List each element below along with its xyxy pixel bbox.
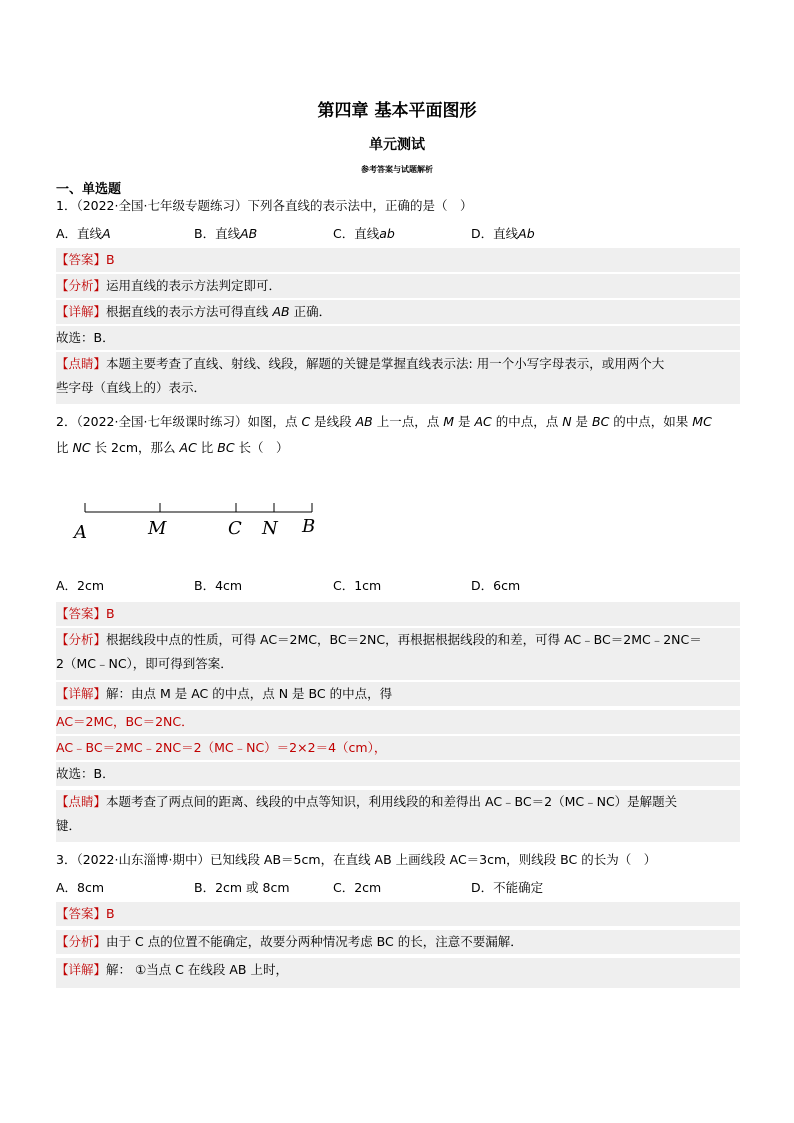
q2-analysis: 【分析】根据线段中点的性质，可得 AC＝2MC，BC＝2NC，再根据根据线段的和差，可得 AC﹣BC＝2MC﹣2NC＝ 2（MC﹣NC），即可得到答案． <box>56 628 740 680</box>
q1-stem: 1．（2022·全国·七年级专题练习）下列各直线的表示法中，正确的是（ ） <box>56 198 473 213</box>
q3-option-b: B．2cm 或 8cm <box>194 880 290 895</box>
q3-analysis: 【分析】由于 C 点的位置不能确定，故要分两种情况考虑 BC 的长，注意不要漏解． <box>56 930 740 954</box>
q1-comment: 【点睛】本题主要考查了直线、射线、线段，解题的关键是掌握直线表示法: 用一个小写字母表示，或用两个大 些字母（直线上的）表示． <box>56 352 740 404</box>
q2-answer: 【答案】B <box>56 602 740 626</box>
q2-conclusion: 故选：B． <box>56 762 740 786</box>
q2-option-c: C．1cm <box>333 578 382 593</box>
q3-stem: 3．（2022·山东淄博·期中）已知线段 AB＝5cm，在直线 AB 上画线段 AC＝3cm，则线段 BC 的长为（ ） <box>56 852 657 867</box>
label-a: A <box>74 522 87 542</box>
q2-detail: 【详解】解：由点 M 是 AC 的中点，点 N 是 BC 的中点，得 <box>56 682 740 706</box>
q2-options <box>56 574 740 598</box>
test-subtitle: 单元测试 <box>369 137 425 153</box>
q3-option-a: A．8cm <box>56 880 105 895</box>
q3-detail: 【详解】解： ①当点 C 在线段 AB 上时， <box>56 958 740 988</box>
q1-option-b: B．直线AB <box>194 226 258 241</box>
q2-stem-line1: 2．（2022·全国·七年级课时练习）如图，点 C 是线段 AB 上一点，点 M 是 AC 的中点，点 N 是 BC 的中点，如果 MC <box>56 414 712 429</box>
q2-stem-line2: 比 NC 长 2cm，那么 AC 比 BC 长（ ） <box>56 440 289 455</box>
label-b: B <box>302 516 316 537</box>
q1-conclusion: 故选：B． <box>56 326 740 350</box>
q1-option-a: A．直线A <box>56 226 111 241</box>
segment-figure <box>70 492 330 542</box>
q3-options <box>56 876 740 900</box>
q2-option-b: B．4cm <box>194 578 243 593</box>
q1-detail: 【详解】根据直线的表示方法可得直线 AB 正确． <box>56 300 740 324</box>
q1-analysis: 【分析】运用直线的表示方法判定即可． <box>56 274 740 298</box>
q2-detail-eq1: AC＝2MC，BC＝2NC． <box>56 710 740 734</box>
q3-option-d: D．不能确定 <box>471 880 544 895</box>
answer-key-heading: 参考答案与试题解析 <box>361 165 433 174</box>
q2-option-d: D．6cm <box>471 578 521 593</box>
q1-options <box>56 222 740 246</box>
q3-answer: 【答案】B <box>56 902 740 926</box>
section-heading: 一、单选题 <box>56 182 122 197</box>
label-m: M <box>148 518 167 539</box>
chapter-title: 第四章 基本平面图形 <box>317 101 477 121</box>
q2-detail-eq2: AC﹣BC＝2MC﹣2NC＝2（MC﹣NC）＝2×2＝4（cm）， <box>56 736 740 760</box>
q2-comment: 【点睛】本题考查了两点间的距离、线段的中点等知识，利用线段的和差得出 AC﹣BC＝2（MC﹣NC）是解题关 键． <box>56 790 740 842</box>
q1-option-d: D．直线Ab <box>471 226 535 241</box>
q1-answer: 【答案】B <box>56 248 740 272</box>
q2-option-a: A．2cm <box>56 578 105 593</box>
q1-option-c: C．直线ab <box>333 226 395 241</box>
q3-option-c: C．2cm <box>333 880 382 895</box>
label-c: C <box>228 518 242 539</box>
label-n: N <box>262 518 278 539</box>
